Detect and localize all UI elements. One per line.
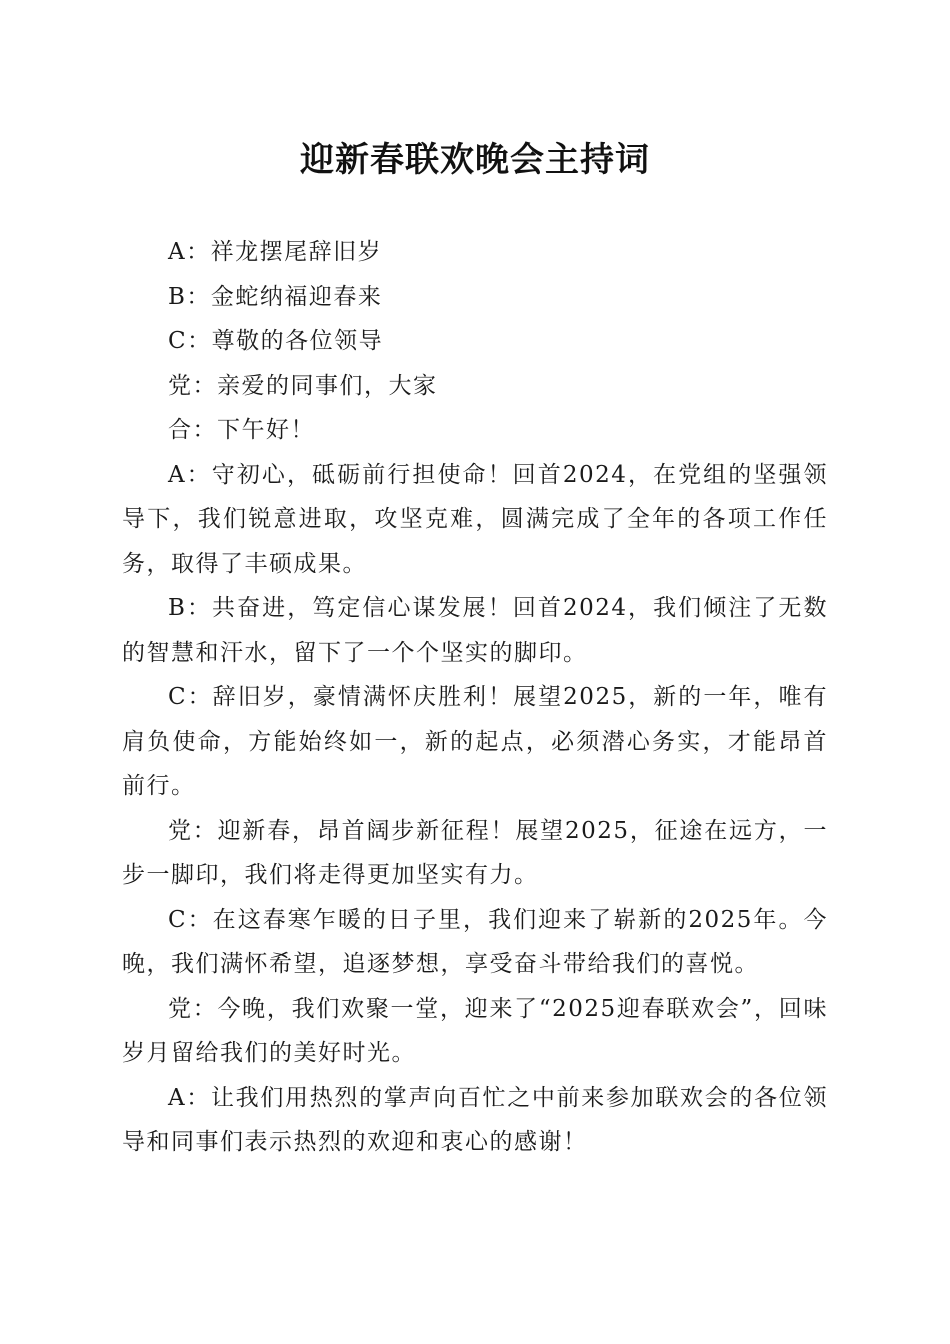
document-body (122, 230, 828, 1165)
paragraph-party-opening: 党：亲爱的同事们，大家 (168, 372, 438, 399)
paragraph-all-greeting: 合：下午好！ (168, 417, 315, 443)
document-title: 迎新春联欢晚会主持词 (300, 140, 650, 180)
paragraph-a-opening: A：祥龙摆尾辞旧岁 (168, 239, 383, 265)
paragraph-party-gathering: 党：今晚，我们欢聚一堂，迎来了“2025迎春联欢会”，回味岁月留给我们的美好时光。 (122, 995, 828, 1066)
paragraph-c-new-year: C：在这春寒乍暖的日子里，我们迎来了崭新的2025年。今晚，我们满怀希望，追逐梦想，享受奋斗带给我们的喜悦。 (122, 906, 828, 977)
paragraph-b-opening: B：金蛇纳福迎春来 (168, 283, 383, 310)
paragraph-c-opening: C：尊敬的各位领导 (168, 328, 384, 354)
paragraph-a-welcome: A：让我们用热烈的掌声向百忙之中前来参加联欢会的各位领导和同事们表示热烈的欢迎和衷心的感谢！ (122, 1084, 828, 1155)
paragraph-b-review: B：共奋进，笃定信心谋发展！回首2024，我们倾注了无数的智慧和汗水，留下了一个个坚实的脚印。 (122, 595, 828, 666)
paragraph-a-review: A：守初心，砥砺前行担使命！回首2024，在党组的坚强领导下，我们锐意进取，攻坚克难，圆满完成了全年的各项工作任务，取得了丰硕成果。 (122, 461, 828, 577)
paragraph-c-outlook: C：辞旧岁，豪情满怀庆胜利！展望2025，新的一年，唯有肩负使命，方能始终如一，新的起点，必须潜心务实，才能昂首前行。 (122, 684, 828, 799)
paragraph-party-outlook: 党：迎新春，昂首阔步新征程！展望2025，征途在远方，一步一脚印，我们将走得更加坚实有力。 (122, 817, 828, 888)
